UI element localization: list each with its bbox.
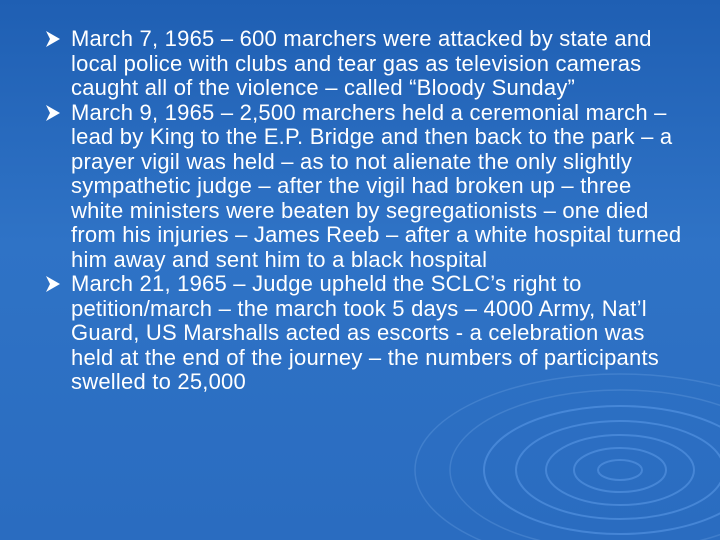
bullet-item	[46, 272, 686, 395]
bullet-item	[46, 101, 686, 273]
bullet-text: March 21, 1965 – Judge upheld the SCLC’s right to petition/march – the march took 5 days – 4000 Army, Nat’l Guard, US Marshalls acted as escorts - a celebration was held at the end of the journey – the numbers of participants swelled to 25,000	[71, 271, 660, 394]
bullet-text: March 7, 1965 – 600 marchers were attacked by state and local police with clubs and tear gas as television cameras caught all of the violence – called “Bloody Sunday”	[71, 26, 652, 100]
bullet-text: March 9, 1965 – 2,500 marchers held a ceremonial march – lead by King to the E.P. Bridge and then back to the park – a prayer vigil was held – as to not alienate the only slightly sympathetic judge – after the vigil had broken up – three white ministers were beaten by segregationists – one died from his injuries – James Reeb – after a white hospital turned him away and sent him to a black hospital	[71, 99, 682, 272]
arrowhead-bullet-icon	[45, 104, 62, 122]
arrowhead-bullet-icon	[45, 275, 62, 293]
bullet-list	[46, 27, 686, 395]
slide-content	[46, 27, 686, 395]
arrowhead-bullet-icon	[45, 30, 62, 48]
bullet-item	[46, 27, 686, 101]
